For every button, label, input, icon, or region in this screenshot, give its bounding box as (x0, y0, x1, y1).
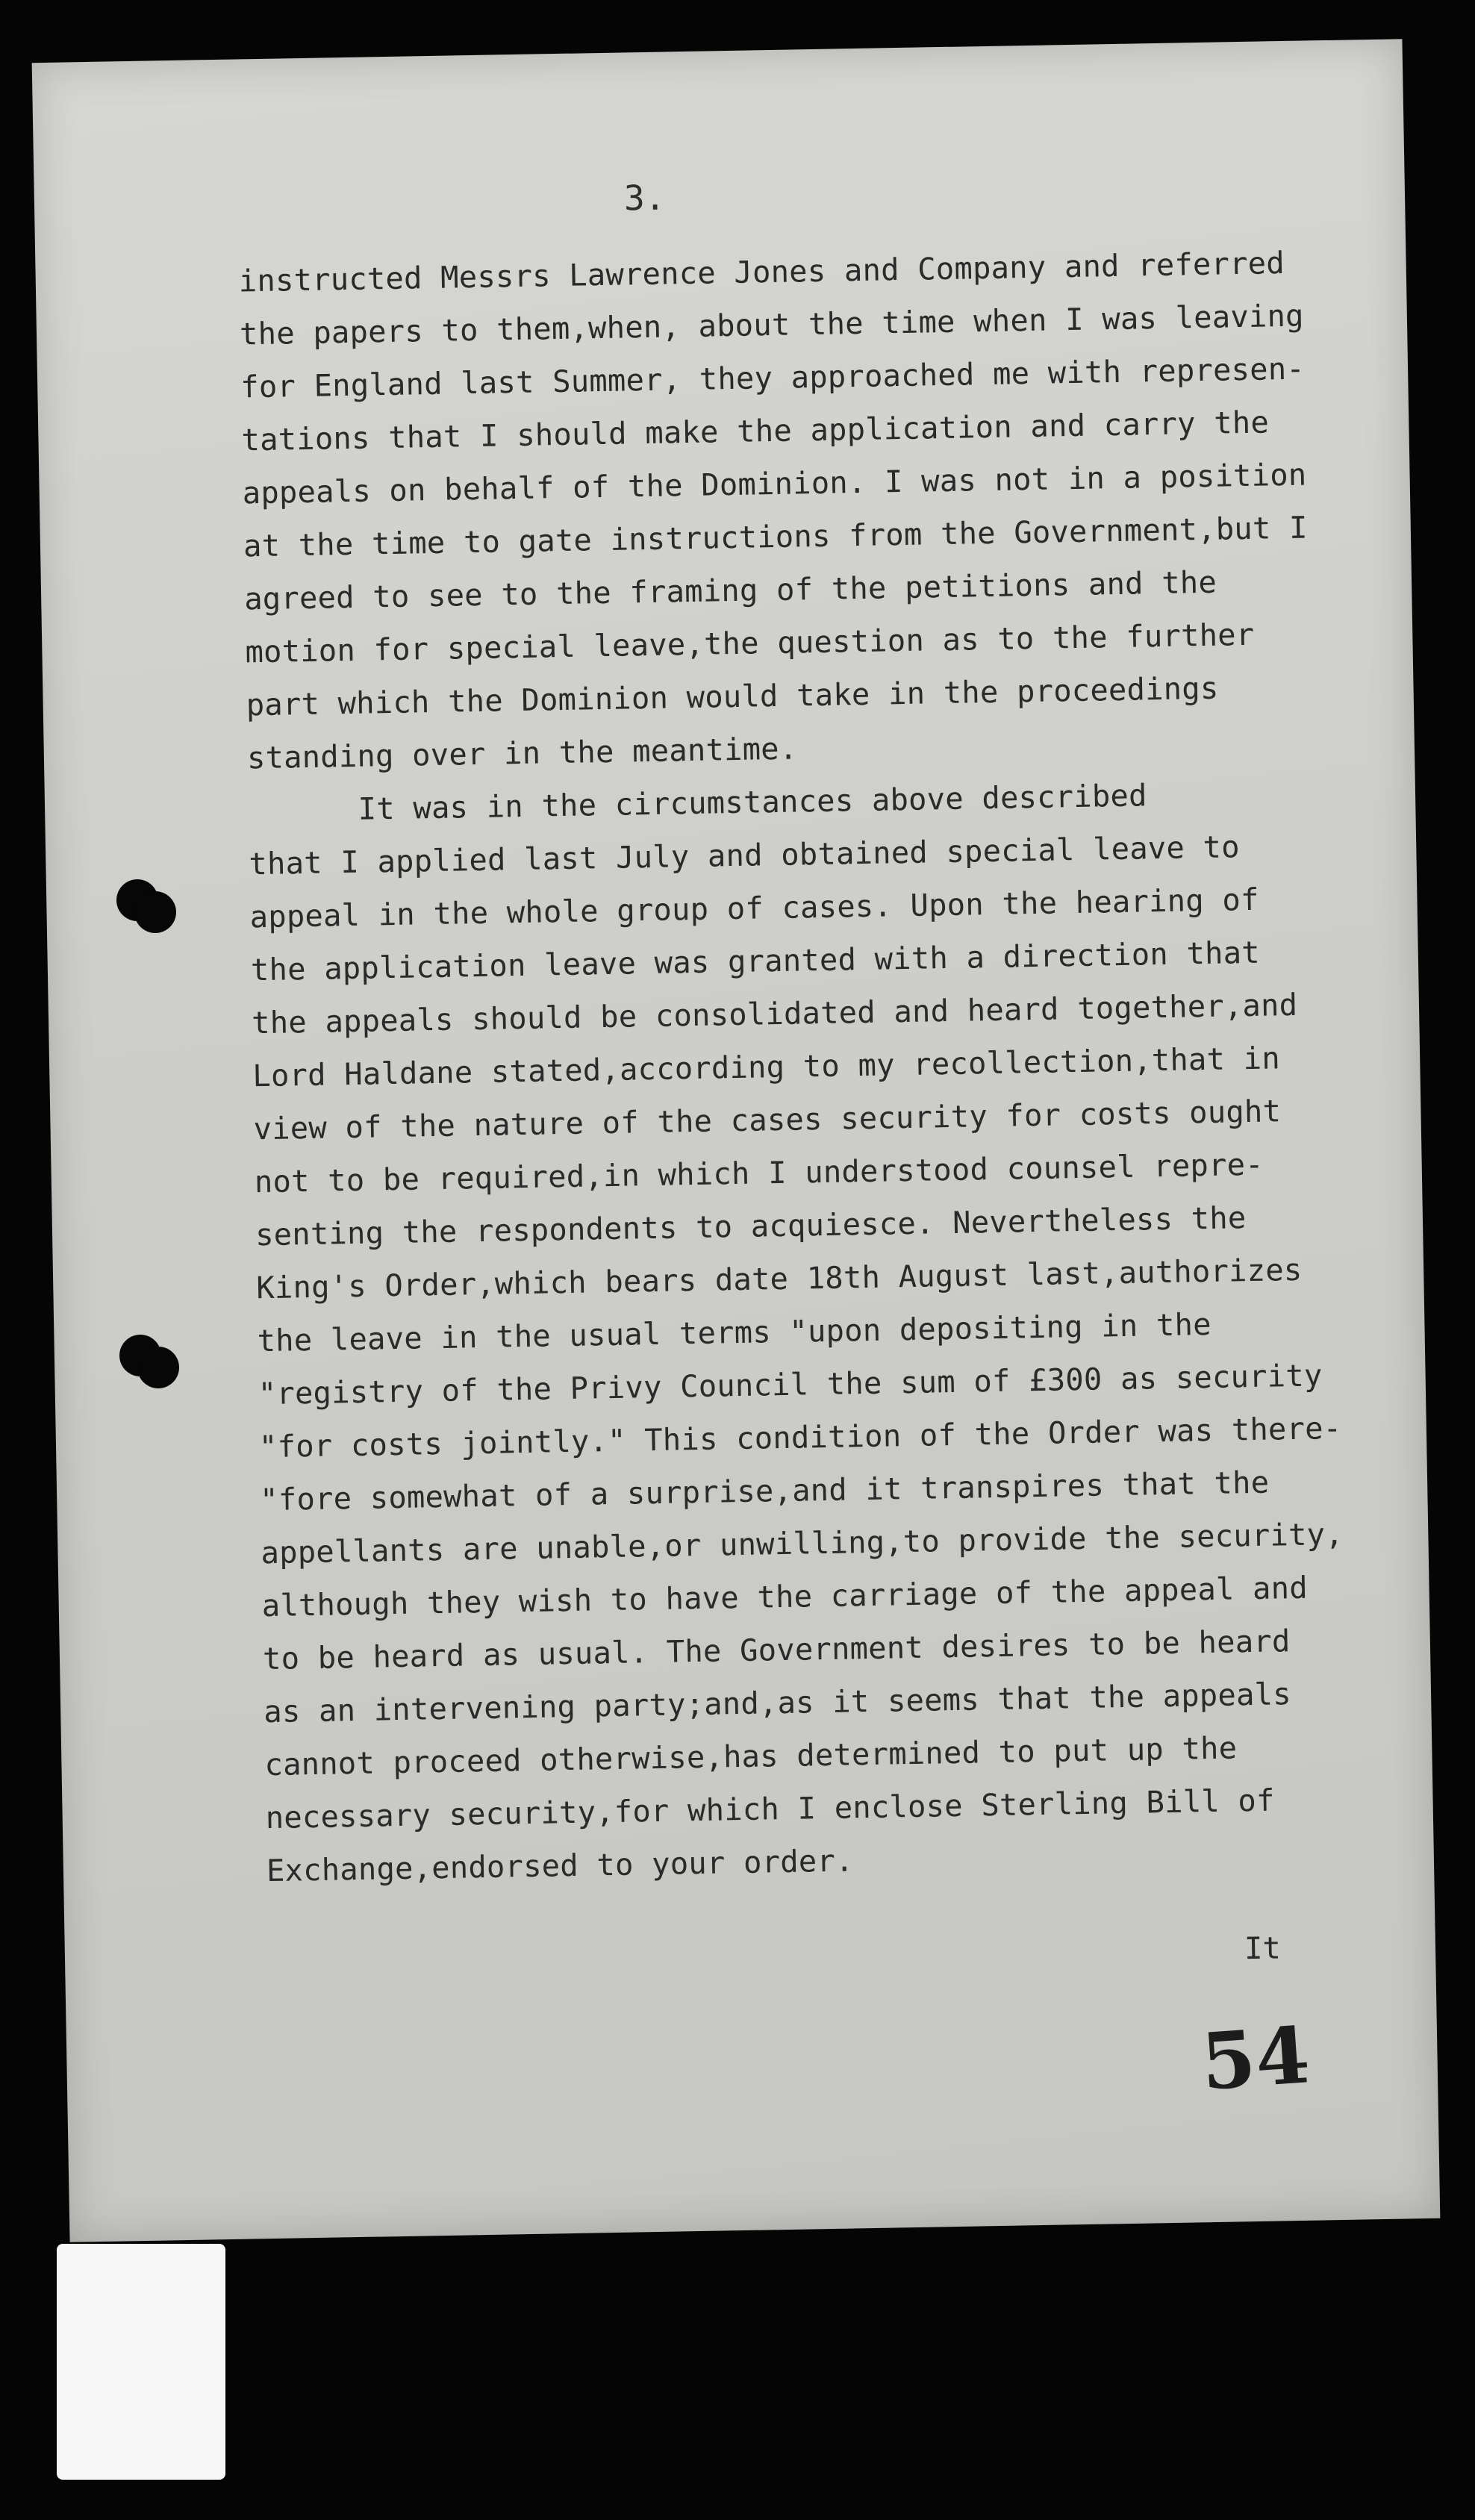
text-line: King's Order,which bears date 18th August last,authorizes (255, 1251, 1303, 1306)
text-line: at the time to gate instructions from the Government,but I (243, 509, 1309, 564)
text-line: as an intervening party;and,as it seems that the appeals (263, 1676, 1292, 1730)
blank-label-card (57, 2244, 225, 2480)
text-line: agreed to see to the framing of the petitions and the (243, 564, 1217, 617)
text-line: to be heard as usual. The Government desires to be heard (262, 1623, 1291, 1677)
text-line: the application leave was granted with a direction that (250, 934, 1261, 988)
text-line: Exchange,endorsed to your order. (266, 1842, 854, 1889)
text-line: for England last Summer, they approached me with represen- (240, 350, 1306, 405)
text-line: appeal in the whole group of cases. Upon the hearing of (249, 881, 1259, 935)
page-number: 3. (623, 177, 666, 219)
text-line: "registry of the Privy Council the sum of £300 as security (258, 1357, 1323, 1412)
text-line: view of the nature of the cases security for costs ought (253, 1093, 1282, 1147)
text-line: part which the Dominion would take in the proceedings (246, 670, 1219, 723)
text-line: It was in the circumstances above described (247, 777, 1148, 829)
text-line: not to be required,in which I understood counsel repre- (254, 1146, 1264, 1200)
document-page (32, 39, 1441, 2242)
text-line: the papers to them,when, about the time when I was leaving (239, 297, 1305, 352)
text-line: the appeals should be consolidated and heard together,and (251, 986, 1298, 1041)
text-line: necessary security,for which I enclose Sterling Bill of (265, 1782, 1276, 1836)
text-line: that I applied last July and obtained special leave to (249, 829, 1241, 882)
text-line: although they wish to have the carriage of the appeal and (261, 1569, 1309, 1624)
text-line: cannot proceed otherwise,has determined to put up the (264, 1730, 1238, 1783)
text-line: the leave in the usual terms "upon depositing in the (257, 1306, 1212, 1359)
text-line: "for costs jointly." This condition of the Order was there- (258, 1409, 1342, 1465)
page-catchword: It (1244, 1930, 1282, 1967)
text-line: standing over in the meantime. (246, 730, 798, 776)
text-line: tations that I should make the application and carry the (241, 404, 1270, 458)
text-line: appeals on behalf of the Dominion. I was not in a position (242, 456, 1307, 511)
text-line: "fore somewhat of a surprise,and it transpires that the (259, 1464, 1270, 1518)
punch-hole (137, 1347, 179, 1388)
punch-hole (134, 891, 176, 933)
folio-number: 54 (1198, 2009, 1313, 2108)
text-line: instructed Messrs Lawrence Jones and Company and referred (238, 245, 1285, 299)
text-line: motion for special leave,the question as to the further (245, 616, 1255, 670)
text-line: appellants are unable,or unwilling,to provide the security, (261, 1515, 1344, 1571)
letter-body (238, 234, 1431, 1897)
text-line: Lord Haldane stated,according to my recollection,that in (252, 1040, 1281, 1094)
text-line: senting the respondents to acquiesce. Nevertheless the (255, 1200, 1247, 1253)
